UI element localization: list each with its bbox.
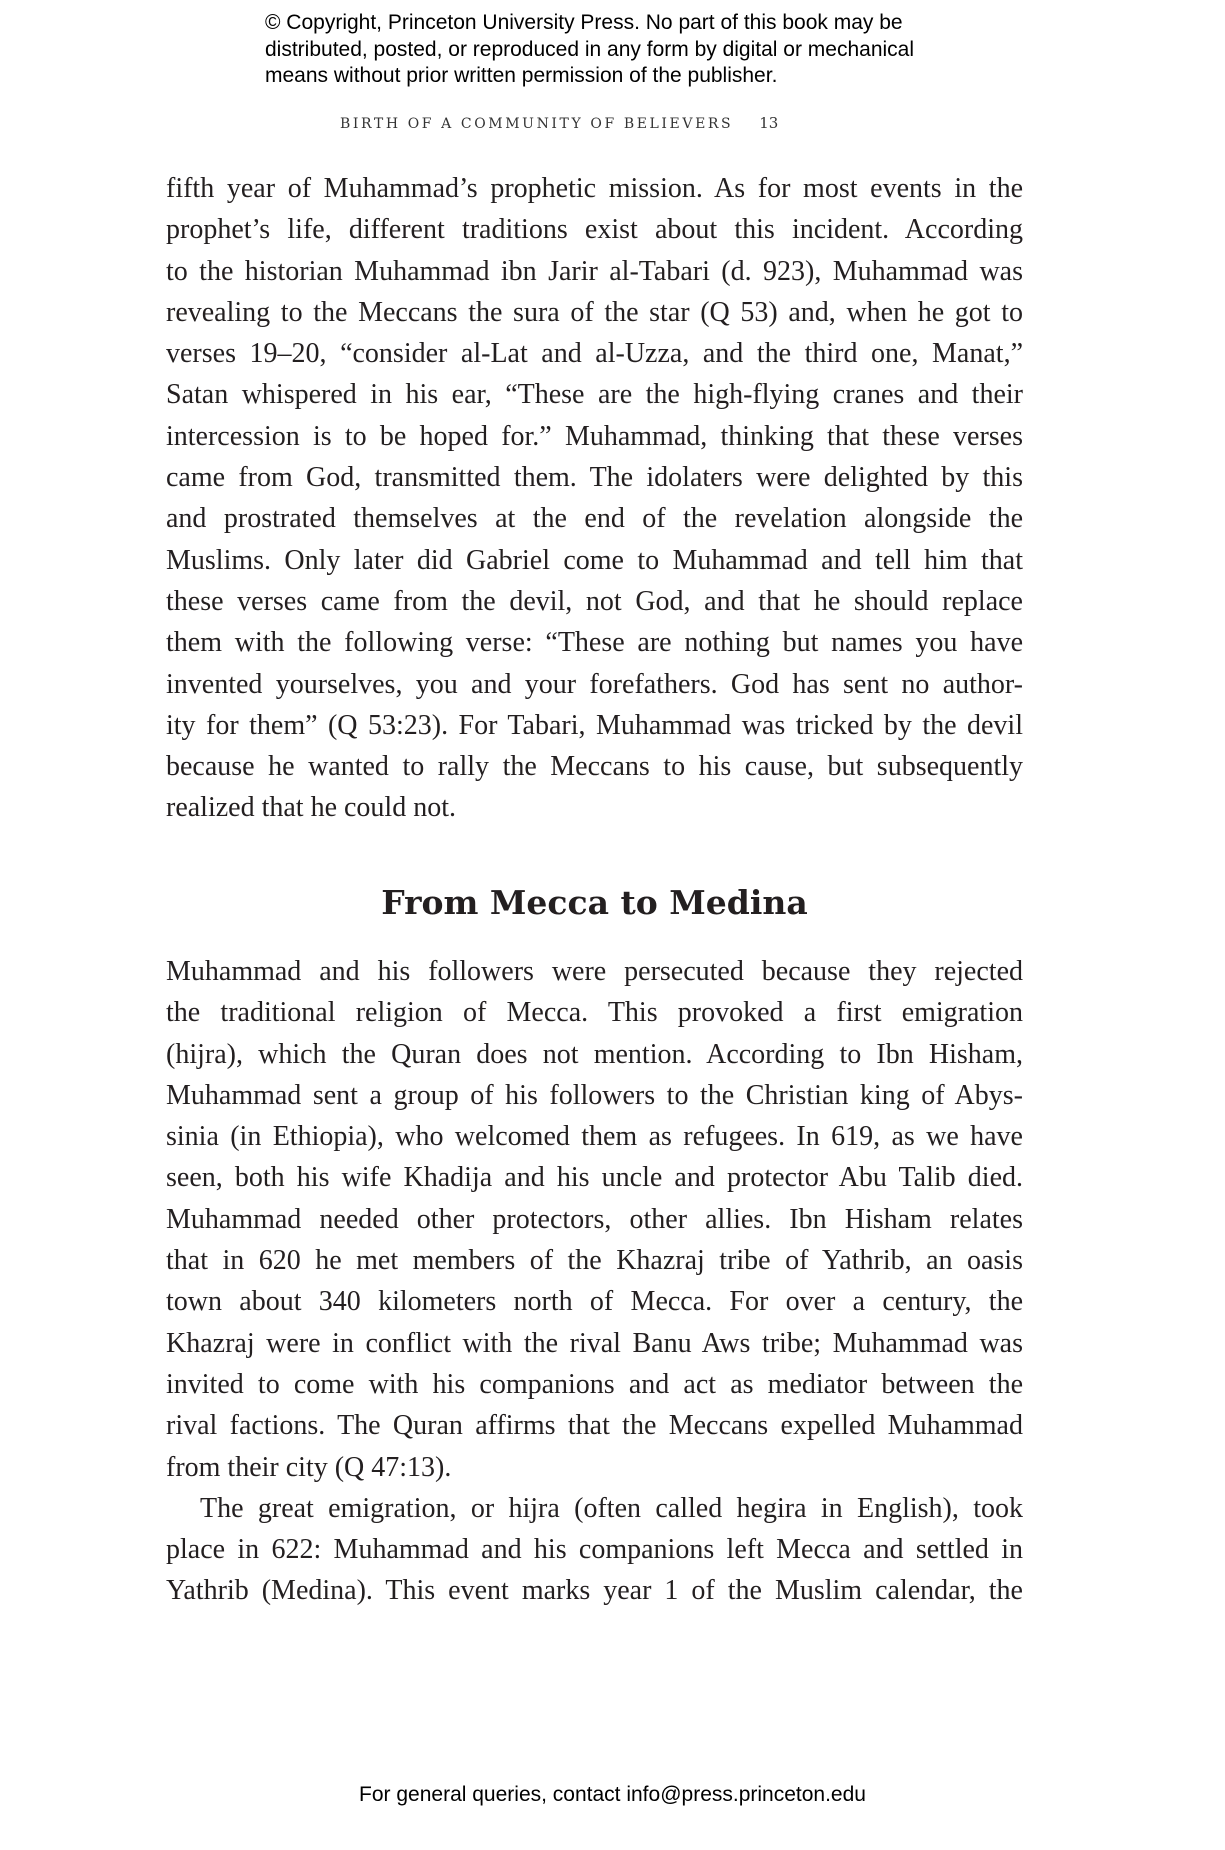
text-line: the traditional religion of Mecca. This provoked a first emigration [166, 997, 1023, 1029]
text-line: town about 340 kilometers north of Mecca. For over a century, the [166, 1286, 1023, 1318]
text-line: from their city (Q 47:13). [166, 1451, 452, 1483]
text-line: place in 622: Muhammad and his companions left Mecca and settled in [166, 1534, 1023, 1566]
running-head [340, 114, 778, 132]
text-line: Muhammad and his followers were persecuted because they rejected [166, 956, 1023, 987]
text-line: rival factions. The Quran affirms that the Meccans expelled Muhammad [166, 1410, 1023, 1442]
copyright-line: means without prior written permission of the publisher. [265, 64, 778, 87]
copyright-notice [265, 10, 914, 90]
text-line: revealing to the Meccans the sura of the star (Q 53) and, when he got to [166, 296, 1023, 328]
text-line: prophet’s life, different traditions exist about this incident. According [166, 214, 1023, 246]
text-line: Satan whispered in his ear, “These are the high-flying cranes and their [166, 379, 1023, 411]
text-line: The great emigration, or hijra (often called hegira in English), took [200, 1492, 1023, 1524]
text-line: sinia (in Ethiopia), who welcomed them as refugees. In 619, as we have [166, 1121, 1023, 1153]
text-line: Muhammad needed other protectors, other allies. Ibn Hisham relates [166, 1203, 1023, 1235]
copyright-line: distributed, posted, or reproduced in any form by digital or mechanical [265, 37, 915, 61]
text-line: and prostrated themselves at the end of the revelation alongside the [166, 503, 1023, 535]
text-line: these verses came from the devil, not God, and that he should replace [166, 585, 1023, 617]
text-line: Khazraj were in conflict with the rival Banu Aws tribe; Muhammad was [166, 1327, 1023, 1359]
text-line: ity for them” (Q 53:23). For Tabari, Muhammad was tricked by the devil [166, 709, 1023, 741]
text-line: invented yourselves, you and your forefathers. God has sent no author- [166, 668, 1023, 700]
text-line: that in 620 he met members of the Khazraj tribe of Yathrib, an oasis [166, 1245, 1023, 1277]
text-line: (hijra), which the Quran does not mention. According to Ibn Hisham, [166, 1038, 1023, 1070]
text-line: realized that he could not. [166, 792, 456, 824]
text-line: them with the following verse: “These are nothing but names you have [166, 627, 1023, 659]
text-line: invited to come with his companions and act as mediator between the [166, 1368, 1023, 1400]
text-line: Muhammad sent a group of his followers to the Christian king of Abys- [166, 1079, 1023, 1111]
text-line: verses 19–20, “consider al-Lat and al-Uzza, and the third one, Manat,” [166, 338, 1023, 370]
text-line: because he wanted to rally the Meccans to his cause, but subsequently [166, 751, 1023, 783]
footer-contact: For general queries, contact info@press.princeton.edu [359, 1783, 866, 1806]
copyright-line: © Copyright, Princeton University Press. No part of this book may be [265, 11, 903, 34]
text-line: Yathrib (Medina). This event marks year 1 of the Muslim calendar, the [166, 1575, 1023, 1607]
text-line: intercession is to be hoped for.” Muhammad, thinking that these verses [166, 420, 1023, 452]
text-line: seen, both his wife Khadija and his uncle and protector Abu Talib died. [166, 1162, 1023, 1194]
text-line: to the historian Muhammad ibn Jarir al-Tabari (d. 923), Muhammad was [166, 255, 1023, 287]
text-line: came from God, transmitted them. The idolaters were delighted by this [166, 462, 1023, 494]
paragraph-2-3 [166, 951, 1023, 1612]
text-line: Muslims. Only later did Gabriel come to Muhammad and tell him that [166, 544, 1023, 576]
running-head-title: BIRTH OF A COMMUNITY OF BELIEVERS [340, 116, 734, 132]
page-number: 13 [759, 114, 779, 132]
paragraph-1 [166, 168, 1023, 829]
text-line: fifth year of Muhammad’s prophetic mission. As for most events in the [166, 173, 1023, 204]
section-heading: From Mecca to Medina [381, 883, 808, 922]
